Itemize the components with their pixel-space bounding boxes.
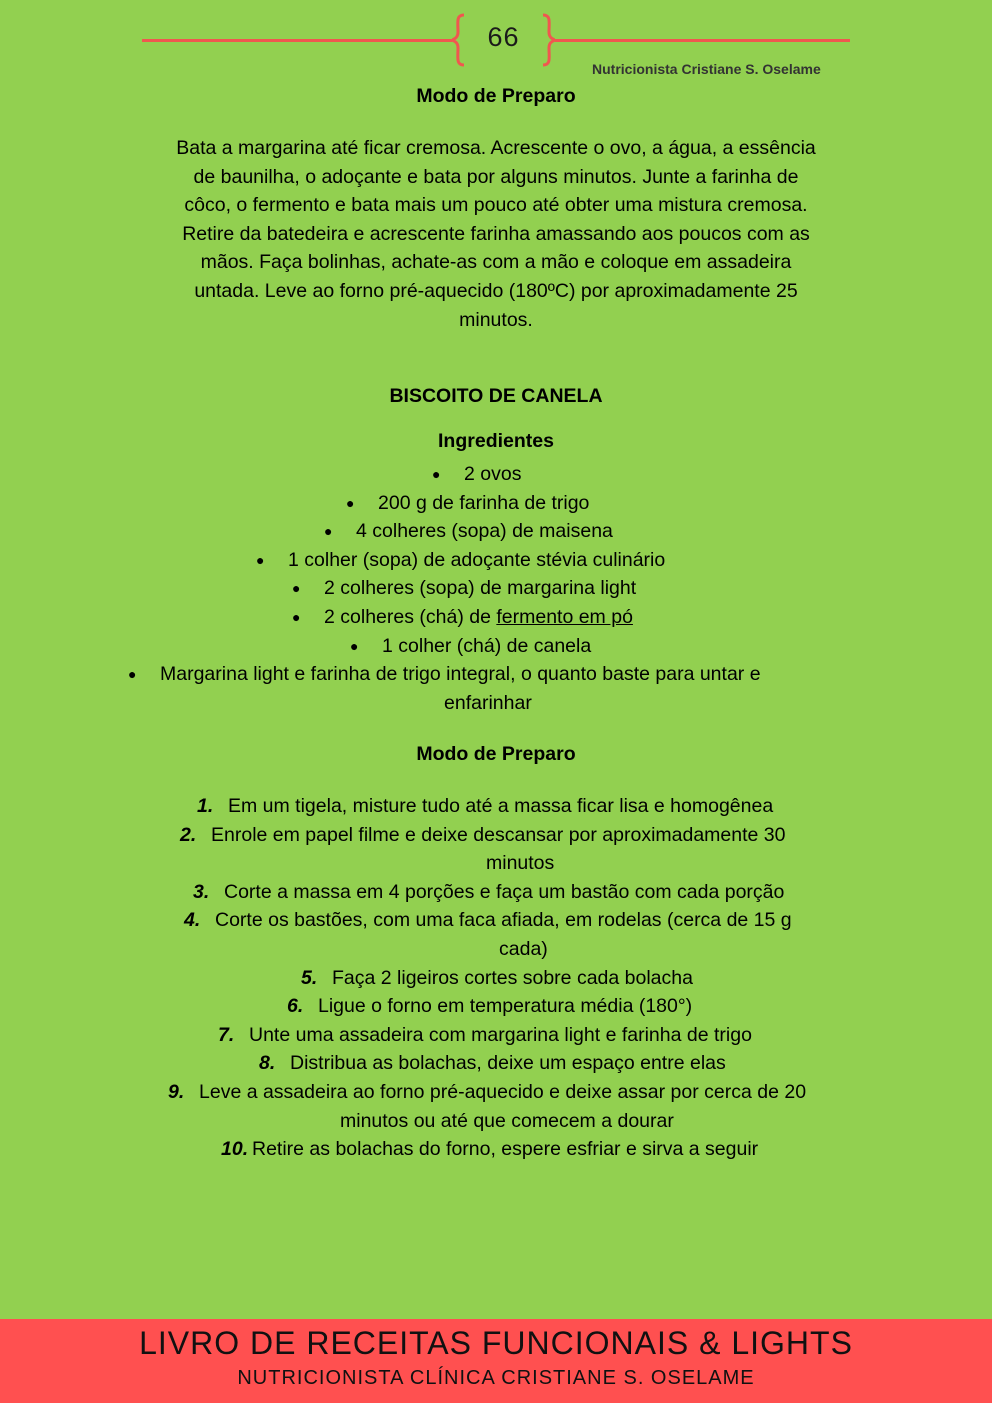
list-item: 8. Distribua as bolachas, deixe um espaço entre elas: [259, 1052, 726, 1075]
fermento-link[interactable]: fermento em pó: [496, 605, 633, 628]
section-heading-preparo: Modo de Preparo: [416, 85, 576, 107]
list-item: 9. Leve a assadeira ao forno pré-aquecido e deixe assar por cerca de 20: [168, 1080, 807, 1103]
paragraph-line: de baunilha, o adoçante e bata por alguns minutos. Junte a farinha de: [193, 165, 799, 188]
list-item-continuation: enfarinhar: [444, 691, 532, 714]
paragraph-line: mãos. Faça bolinhas, achate-as com a mão e coloque em assadeira: [200, 251, 792, 274]
preparo-paragraph: [130, 134, 862, 334]
list-item: 6. Ligue o forno em temperatura média (180°): [287, 995, 693, 1018]
list-item: ● 1 colher (sopa) de adoçante stévia culinário: [0, 546, 992, 575]
list-item-continuation: minutos: [486, 852, 555, 875]
bullet-icon: ●: [128, 666, 137, 683]
ingredient-list: [0, 460, 992, 717]
footer-subtitle: NUTRICIONISTA CLÍNICA CRISTIANE S. OSELAME: [237, 1367, 755, 1389]
bullet-icon: ●: [256, 551, 265, 568]
list-item: 4. Corte os bastões, com uma faca afiada, em rodelas (cerca de 15 g: [184, 909, 792, 932]
list-item: 2. Enrole em papel filme e deixe descansar por aproximadamente 30: [180, 823, 786, 846]
header-rule-right: [555, 39, 850, 42]
footer-banner: [0, 1319, 992, 1403]
list-item-continuation: minutos ou até que comecem a dourar: [340, 1109, 674, 1132]
list-item: 3. Corte a massa em 4 porções e faça um bastão com cada porção: [193, 880, 785, 903]
list-item: 5. Faça 2 ligeiros cortes sobre cada bolacha: [301, 966, 693, 989]
list-item: ● 2 colheres (chá) de fermento em pó: [0, 603, 992, 632]
author-header: Nutricionista Cristiane S. Oselame: [592, 61, 821, 77]
bullet-icon: ●: [292, 608, 301, 625]
list-item: ● 200 g de farinha de trigo: [0, 489, 992, 518]
page-number-bracket: [452, 12, 555, 68]
list-item: ● 2 ovos: [0, 460, 992, 489]
method-steps: [0, 792, 992, 1164]
ingredients-heading: Ingredientes: [438, 430, 554, 452]
list-item: ● 1 colher (chá) de canela: [0, 632, 992, 661]
bullet-icon: ●: [432, 466, 441, 482]
paragraph-line: untada. Leve ao forno pré-aquecido (180ºC) por aproximadamente 25: [194, 279, 798, 302]
paragraph-line: côco, o fermento e bata mais um pouco até obter uma mistura cremosa.: [184, 194, 808, 217]
list-item: 7. Unte uma assadeira com margarina light e farinha de trigo: [218, 1023, 752, 1046]
list-item: 10. Retire as bolachas do forno, espere esfriar e sirva a seguir: [221, 1138, 759, 1161]
paragraph-line: Retire da batedeira e acrescente farinha amassando aos poucos com as: [182, 222, 810, 245]
page-number: 66: [487, 22, 520, 52]
recipe-title: BISCOITO DE CANELA: [389, 385, 603, 407]
bullet-icon: ●: [292, 580, 301, 597]
bullet-icon: ●: [346, 494, 355, 511]
list-item: 1. Em um tigela, misture tudo até a massa ficar lisa e homogênea: [197, 795, 774, 817]
list-item: ● Margarina light e farinha de trigo integral, o quanto baste para untar e: [0, 660, 992, 689]
footer-title: LIVRO DE RECEITAS FUNCIONAIS & LIGHTS: [139, 1325, 853, 1361]
bullet-icon: ●: [324, 523, 333, 540]
paragraph-line: Bata a margarina até ficar cremosa. Acrescente o ovo, a água, a essência: [176, 137, 816, 159]
bullet-icon: ●: [350, 637, 359, 654]
method-heading: Modo de Preparo: [416, 743, 576, 765]
list-item-continuation: cada): [499, 937, 548, 960]
paragraph-line: minutos.: [459, 308, 533, 331]
header-rule-left: [142, 39, 452, 42]
list-item: ● 2 colheres (sopa) de margarina light: [0, 574, 992, 603]
list-item: ● 4 colheres (sopa) de maisena: [0, 517, 992, 546]
